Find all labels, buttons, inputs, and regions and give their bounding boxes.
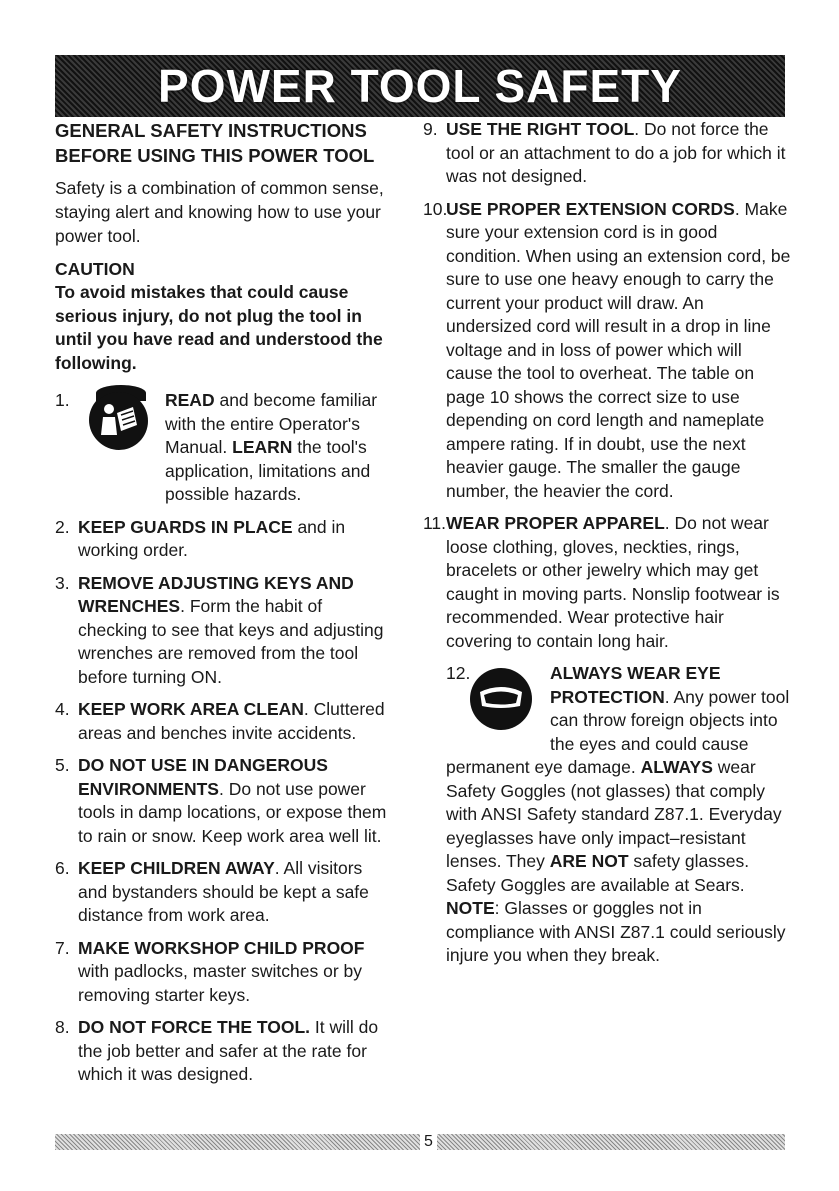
item-text: wear Safety Goggles (not glasses) that comply with ANSI Safety standard Z87.1. Everyday eyeglasses have only impact–resistant lenses. They: [446, 757, 782, 871]
item-number: 12.: [446, 663, 471, 683]
item-number: 4.: [55, 699, 70, 719]
safety-item-11: [423, 512, 793, 653]
item-text: . Any power tool can throw foreign objects into the eyes and could cause permanent eye damage.: [446, 686, 790, 777]
item-text: with padlocks, master switches or by removing starter keys.: [78, 961, 362, 1005]
item-bold: LEARN: [232, 437, 293, 457]
item-text: It will do the job better and safer at the rate for which it was designed.: [78, 1017, 379, 1084]
footer-rule-right: [437, 1134, 785, 1150]
item-bold: ALWAYS WEAR EYE PROTECTION: [550, 663, 721, 707]
item-bold: KEEP CHILDREN AWAY: [78, 858, 275, 878]
item-text: . Form the habit of checking to see that keys and adjusting wrenches are removed from the tool before turning ON.: [78, 596, 384, 687]
section-heading: [55, 118, 395, 168]
read-manual-icon: [77, 389, 165, 485]
item-number: 2.: [55, 516, 70, 537]
item-number: 8.: [55, 1017, 70, 1037]
safety-item-12: [423, 662, 793, 968]
footer-rule-left: [55, 1134, 420, 1150]
item-bold: MAKE WORKSHOP CHILD PROOF: [78, 937, 365, 958]
item-bold: USE THE RIGHT TOOL: [446, 119, 635, 139]
item-text: safety glasses. Safety Goggles are available at Sears.: [446, 851, 750, 895]
heading-line: GENERAL SAFETY INSTRUCTIONS: [55, 120, 367, 141]
item-bold: ARE NOT: [549, 851, 629, 871]
safety-item-4: [55, 698, 395, 745]
right-column: [423, 118, 793, 977]
caution-body: To avoid mistakes that could cause serious injury, do not plug the tool in until you have read and understood the following.: [55, 282, 383, 373]
item-bold: REMOVE ADJUSTING KEYS AND WRENCHES: [78, 572, 354, 616]
safety-item-3: [55, 572, 395, 690]
item-number: 5.: [55, 755, 70, 775]
item-number: 3.: [55, 572, 70, 593]
item-text: and become familiar with the entire Operator's Manual.: [165, 390, 378, 457]
item-text: the tool's application, limitations and possible hazards.: [165, 437, 371, 504]
item-bold: DO NOT FORCE THE TOOL.: [78, 1017, 311, 1037]
intro-paragraph: Safety is a combination of common sense, staying alert and knowing how to use your power tool.: [55, 178, 384, 246]
item-text: . All visitors and bystanders should be kept a safe distance from work area.: [78, 858, 369, 925]
item-text: : Glasses or goggles not in compliance with ANSI Z87.1 could seriously injure you when they break.: [446, 898, 786, 965]
item-bold: NOTE: [446, 898, 495, 918]
page-title: POWER TOOL SAFETY: [158, 60, 682, 112]
safety-item-5: [55, 754, 395, 848]
item-bold: WEAR PROPER APPAREL: [446, 513, 665, 533]
safety-goggles-icon: [446, 662, 550, 746]
item-number: 10.: [423, 198, 448, 219]
safety-item-2: [55, 516, 395, 563]
item-text: . Do not wear loose clothing, gloves, neckties, rings, bracelets or other jewelry which may get caught in moving parts. Nonslip footwear is recommended. Wear protective hair covering to contain long hair.: [446, 513, 780, 651]
item-text: and in working order.: [78, 516, 346, 560]
item-bold: USE PROPER EXTENSION CORDS: [446, 198, 735, 219]
item-number: 7.: [55, 937, 70, 958]
item-number: 9.: [423, 119, 438, 139]
left-column: [55, 118, 395, 1096]
heading-line: BEFORE USING THIS POWER TOOL: [55, 145, 375, 166]
item-text: . Cluttered areas and benches invite accidents.: [78, 699, 385, 743]
page-banner: [55, 55, 785, 117]
item-text: . Make sure your extension cord is in good condition. When using an extension cord, be sure to use one heavy enough to carry the current your product will draw. An undersized cord will result in a drop in line voltage and in loss of power which will cause the tool to overheat. The table on page 10 shows the correct size to use depending on cord length and nameplate ampere rating. If in doubt, use the next heavier gauge. The smaller the gauge number, the heavier the cord.: [446, 198, 791, 501]
caution-title: CAUTION: [55, 259, 135, 279]
item-bold: KEEP WORK AREA CLEAN: [78, 699, 304, 719]
item-text: . Do not force the tool or an attachment to do a job for which it was not designed.: [446, 119, 786, 186]
item-bold: READ: [165, 390, 215, 410]
safety-item-9: [423, 118, 793, 189]
safety-item-6: [55, 857, 395, 928]
safety-item-1: [55, 389, 395, 507]
item-number: 11.: [423, 513, 447, 533]
safety-item-8: [55, 1016, 395, 1087]
item-bold: ALWAYS: [640, 757, 713, 777]
page-number: 5: [424, 1133, 433, 1150]
item-number: 6.: [55, 858, 70, 878]
item-number: 1.: [55, 390, 70, 410]
item-bold: DO NOT USE IN DANGEROUS ENVIRONMENTS: [78, 755, 328, 799]
item-bold: KEEP GUARDS IN PLACE: [78, 516, 293, 537]
safety-item-10: [423, 198, 793, 504]
item-text: . Do not use power tools in damp locations, or expose them to rain or snow. Keep work area well lit.: [78, 778, 387, 846]
safety-item-7: [55, 937, 395, 1008]
